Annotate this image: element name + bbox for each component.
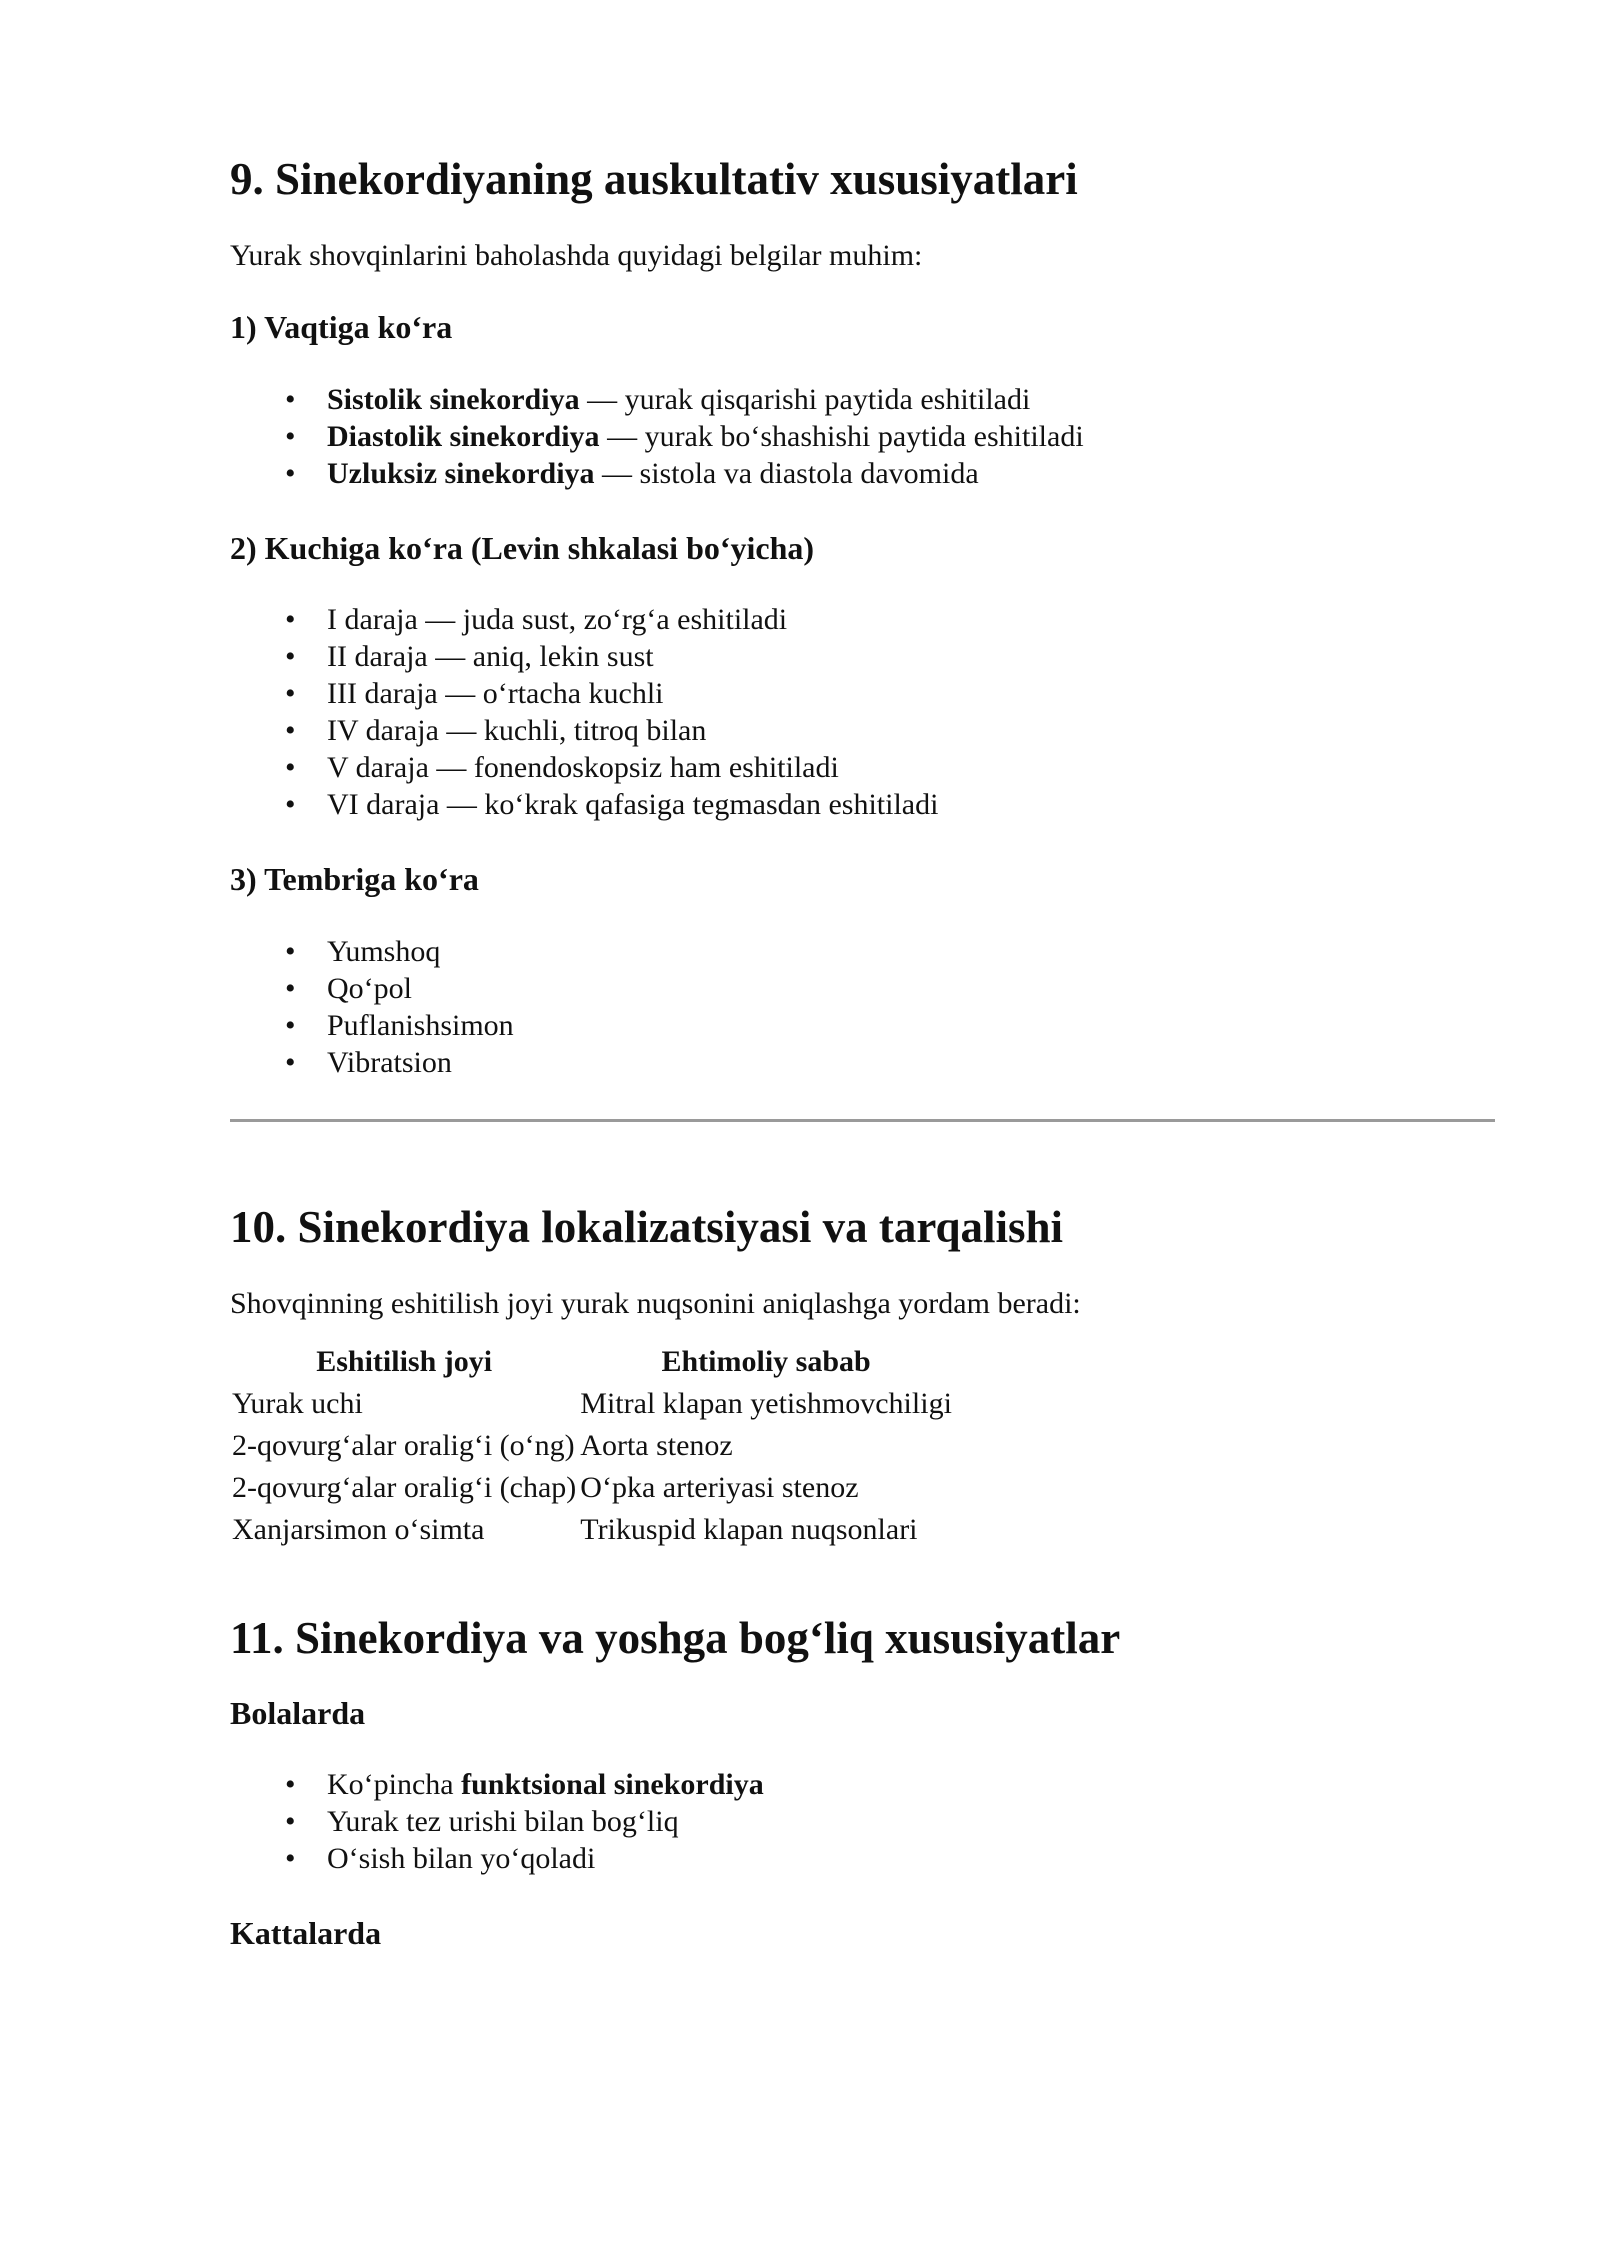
subsection-children-title: Bolalarda <box>230 1694 366 1731</box>
table-row <box>230 1509 954 1551</box>
timing-list <box>230 381 1495 492</box>
table-header-row <box>230 1341 954 1383</box>
section-10-intro: Shovqinning eshitilish joyi yurak nuqsonini aniqlashga yordam beradi: <box>230 1286 1081 1320</box>
table-cell: Aorta stenoz <box>580 1428 733 1462</box>
table-cell: Xanjarsimon o‘simta <box>232 1512 485 1546</box>
list-item: • IV daraja — kuchli, titroq bilan <box>285 712 1495 749</box>
table-row <box>230 1425 954 1467</box>
intensity-list <box>230 601 1495 823</box>
table-cell: Yurak uchi <box>232 1386 363 1420</box>
list-item: • Ko‘pincha funktsional sinekordiya <box>285 1766 1495 1803</box>
table-cell: Trikuspid klapan nuqsonlari <box>580 1512 918 1546</box>
timbre-list <box>230 933 1495 1081</box>
list-item: • Diastolik sinekordiya — yurak bo‘shashishi paytida eshitiladi <box>285 418 1495 455</box>
table-cell: O‘pka arteriyasi stenoz <box>580 1470 859 1504</box>
list-item: • II daraja — aniq, lekin sust <box>285 638 1495 675</box>
section-9-intro: Yurak shovqinlarini baholashda quyidagi belgilar muhim: <box>230 239 923 272</box>
list-item: • V daraja — fonendoskopsiz ham eshitiladi <box>285 749 1495 786</box>
list-item: • Puflanishsimon <box>285 1007 1495 1044</box>
list-item: • VI daraja — ko‘krak qafasiga tegmasdan eshitiladi <box>285 786 1495 823</box>
column-header-cause: Ehtimoliy sabab <box>661 1344 871 1378</box>
table-cell: Mitral klapan yetishmovchiligi <box>580 1386 952 1420</box>
section-11-title: 11. Sinekordiya va yoshga bog‘liq xususiyatlar <box>230 1612 1121 1663</box>
table-cell: 2-qovurg‘alar oralig‘i (o‘ng) <box>232 1428 575 1462</box>
section-9-title: 9. Sinekordiyaning auskultativ xususiyatlari <box>230 154 1078 204</box>
list-item: • Yumshoq <box>285 933 1495 970</box>
list-item: • O‘sish bilan yo‘qoladi <box>285 1840 1495 1877</box>
list-item: • Vibratsion <box>285 1044 1495 1081</box>
column-header-location: Eshitilish joyi <box>316 1344 493 1378</box>
subsection-timing-title: 1) Vaqtiga ko‘ra <box>230 309 453 345</box>
section-divider <box>230 1119 1495 1122</box>
table-row <box>230 1383 954 1425</box>
subsection-timbre-title: 3) Tembriga ko‘ra <box>230 861 479 898</box>
list-item: • Uzluksiz sinekordiya — sistola va diastola davomida <box>285 455 1495 492</box>
list-item: • III daraja — o‘rtacha kuchli <box>285 675 1495 712</box>
children-list <box>230 1766 1495 1877</box>
subsection-intensity-title: 2) Kuchiga ko‘ra (Levin shkalasi bo‘yicha) <box>230 529 815 566</box>
section-10-title: 10. Sinekordiya lokalizatsiyasi va tarqalishi <box>230 1201 1064 1252</box>
list-item: • Sistolik sinekordiya — yurak qisqarishi paytida eshitiladi <box>285 381 1495 418</box>
list-item: • Yurak tez urishi bilan bog‘liq <box>285 1803 1495 1840</box>
table-cell: 2-qovurg‘alar oralig‘i (chap) <box>232 1470 577 1504</box>
subsection-adults-title: Kattalarda <box>230 1915 382 1952</box>
table-row <box>230 1467 954 1509</box>
localization-table <box>230 1341 954 1551</box>
list-item: • I daraja — juda sust, zo‘rg‘a eshitiladi <box>285 601 1495 638</box>
document-page <box>230 130 1495 1955</box>
list-item: • Qo‘pol <box>285 970 1495 1007</box>
